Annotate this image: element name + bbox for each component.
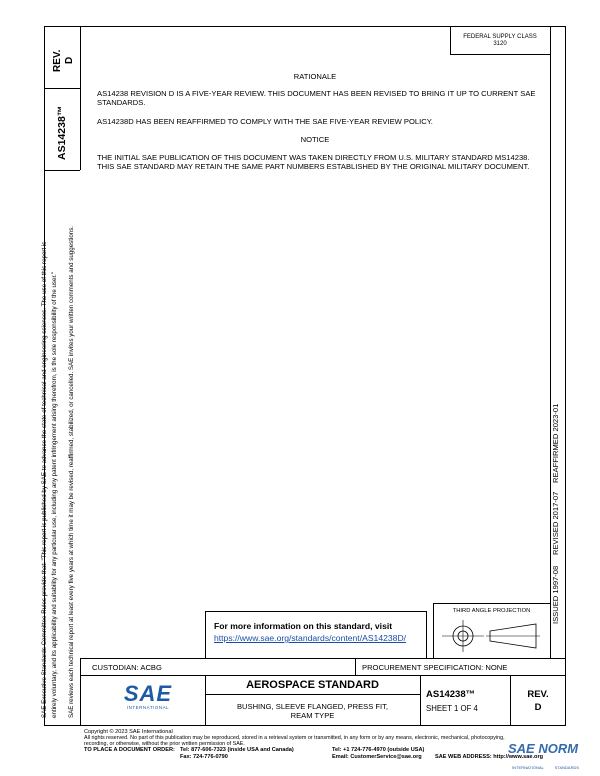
info-box-title: For more information on this standard, visit	[214, 621, 393, 631]
tb-custodian-divider	[355, 658, 356, 675]
footer-order-label: TO PLACE A DOCUMENT ORDER:	[84, 747, 175, 753]
right-col-divider	[550, 26, 551, 658]
description-line-2: REAM TYPE	[290, 711, 335, 720]
tb-doc-number: AS14238™	[426, 689, 476, 700]
tb-left-border	[80, 658, 81, 726]
standard-type: AEROSPACE STANDARD	[246, 679, 379, 691]
watermark-main: SAE NORM	[508, 741, 579, 756]
sae-logo-sub: INTERNATIONAL	[126, 705, 170, 710]
tb-title-divider	[205, 694, 420, 695]
notice-paragraph: THE INITIAL SAE PUBLICATION OF THIS DOCUMENT WAS TAKEN DIRECTLY FROM U.S. MILITARY STANDARD MS14238. THIS SAE STANDARD MAY RETAIN THE SAME PART NUMBERS ESTABLISHED BY THE ORIGINAL MILITARY DOCUMENT.	[97, 153, 530, 172]
left-rev-label: REV.	[52, 49, 63, 72]
disclaimer-line-3: SAE reviews each technical report at least every five years at which time it may be revised, reaffirmed, stabilized, or cancelled. SAE invites your written comments and suggestions.	[68, 225, 75, 718]
tb-rev-divider	[510, 675, 511, 726]
footer-rights-2: recording, or otherwise, without the prior written permission of SAE.	[84, 741, 245, 747]
procurement-spec: PROCUREMENT SPECIFICATION: NONE	[362, 663, 508, 672]
left-rev-value: D	[64, 56, 75, 64]
rationale-paragraph-2: AS14238D HAS BEEN REAFFIRMED TO COMPLY WITH THE SAE FIVE-YEAR REVIEW POLICY.	[97, 117, 433, 126]
footer-tel-1: Tel: 877-606-7323 (inside USA and Canada)	[180, 747, 294, 753]
notice-heading: NOTICE	[300, 135, 330, 144]
rationale-heading: RATIONALE	[293, 72, 337, 81]
footer-fax: Fax: 724-776-0790	[180, 754, 228, 760]
rationale-paragraph-1: AS14238 REVISION D IS A FIVE-YEAR REVIEW. THIS DOCUMENT HAS BEEN REVISED TO BRING IT UP TO CURRENT SAE STANDARDS.	[97, 89, 536, 108]
tb-rev-value: D	[534, 702, 542, 713]
left-col-right-border	[80, 26, 81, 170]
tb-number-divider	[420, 675, 421, 726]
custodian: CUSTODIAN: ACBG	[92, 663, 162, 672]
date-reaffirmed: REAFFIRMED 2023-01	[551, 403, 560, 483]
footer-email: Email: CustomerService@sae.org	[332, 754, 422, 760]
footer-copyright: Copyright © 2023 SAE International	[84, 729, 173, 735]
third-angle-projection-icon	[440, 618, 544, 654]
left-col-divider-1	[44, 88, 80, 89]
federal-supply-value: 3120	[493, 41, 507, 47]
tb-line-mid	[80, 675, 566, 676]
federal-supply-label: FEDERAL SUPPLY CLASS	[463, 34, 537, 40]
disclaimer-line-1: SAE Executive Standards Committee Rules provide that: "This report is published by SAE to advance the state of technical and engineering sciences. The use of this report is	[41, 241, 48, 718]
footer-web: SAE WEB ADDRESS: http://www.sae.org	[435, 754, 544, 760]
info-box-link[interactable]: https://www.sae.org/standards/content/AS14238D/	[214, 633, 407, 643]
left-col-divider-2	[44, 170, 80, 171]
footer-rights-1: All rights reserved. No part of this publication may be reproduced, stored in a retrieval system or transmitted, in any form or by any means, electronic, mechanical, photocopying,	[84, 735, 505, 741]
tb-rev-label: REV.	[527, 689, 549, 700]
tb-sheet: SHEET 1 OF 4	[426, 704, 478, 713]
sae-logo-text: SAE	[123, 681, 173, 706]
projection-label: THIRD ANGLE PROJECTION	[452, 608, 531, 614]
left-doc-number: AS14238™	[56, 105, 68, 160]
footer-tel-2: Tel: +1 724-776-4970 (outside USA)	[332, 747, 425, 753]
tb-line-top	[80, 658, 566, 659]
date-revised: REVISED 2017-07	[551, 491, 560, 555]
watermark-sub: INTERNATIONAL STANDARDS	[512, 765, 580, 770]
disclaimer-line-2: entirely voluntary, and its applicability and suitability for any particular use, including any patent infringement arising therefrom, is the sole responsibility of the user."	[51, 271, 58, 718]
date-issued: ISSUED 1997-08	[551, 565, 560, 624]
description-line-1: BUSHING, SLEEVE FLANGED, PRESS FIT,	[236, 702, 389, 711]
sae-logo	[118, 683, 178, 710]
